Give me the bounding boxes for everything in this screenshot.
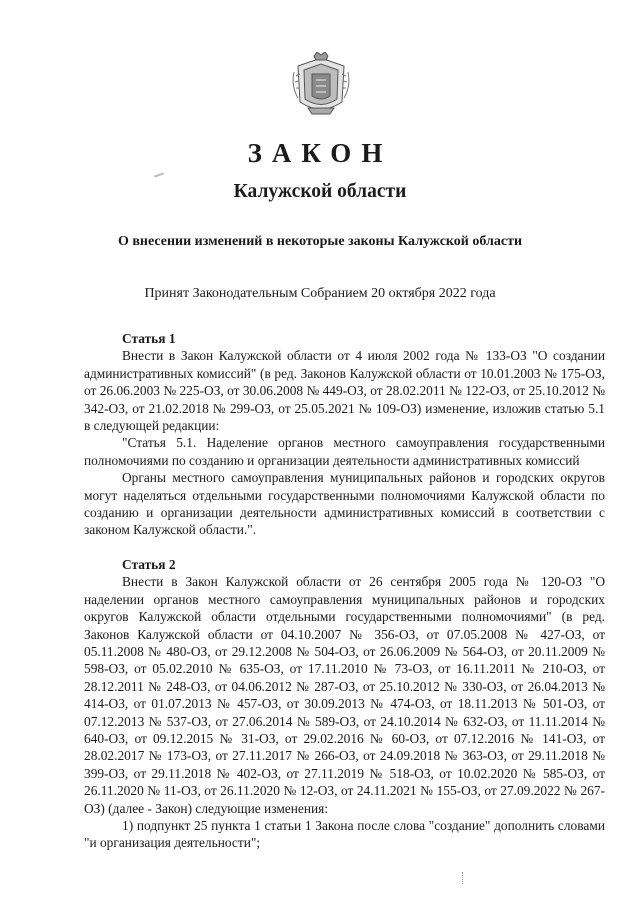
article-2-heading: Статья 2 <box>122 556 176 572</box>
article-1-quote-text: Органы местного самоуправления муниципальных районов и городских округов могут наделяться отдельными государственными полномочиями Калужской области по созданию и организации деятельности административных комиссий в соответствии с законом Калужской области.". <box>84 470 605 538</box>
article-1-quote-title: "Статья 5.1. Наделение органов местного самоуправления государственными полномочиями по созданию и организации деятельности административных комиссий <box>84 435 605 468</box>
document-title: ЗАКОН <box>247 138 393 168</box>
scan-mark <box>462 872 465 884</box>
article-1-heading: Статья 1 <box>122 331 176 346</box>
document-body <box>84 330 605 852</box>
kaluga-coat-of-arms-icon <box>290 52 352 118</box>
scan-speck <box>154 172 164 177</box>
law-heading: О внесении изменений в некоторые законы Калужской области <box>117 234 523 249</box>
adoption-line: Принят Законодательным Собранием 20 октября 2022 года <box>144 286 496 301</box>
article-2-paragraph: Внести в Закон Калужской области от 26 сентября 2005 года № 120-ОЗ "О наделении органов местного самоуправления муниципальных районов и городских округов Калужской области отдельными государственными полномочиями" (в ред. Законов Калужской области от 04.10.2007 № 356-ОЗ, от 07.05.2008 № 427-ОЗ, от 05.11.2008 № 480-ОЗ, от 29.12.2008 № 504-ОЗ, от 26.06.2009 № 564-ОЗ, от 20.11.2009 № 598-ОЗ, от 05.02.2010 № 635-ОЗ, от 17.11.2010 № 73-ОЗ, от 16.11.2011 № 210-ОЗ, от 28.12.2011 № 248-ОЗ, от 04.06.2012 № 287-ОЗ, от 25.10.2012 № 330-ОЗ, от 26.04.2013 № 414-ОЗ, от 01.07.2013 № 457-ОЗ, от 30.09.2013 № 474-ОЗ, от 18.11.2013 № 501-ОЗ, от 07.12.2013 № 537-ОЗ, от 27.06.2014 № 589-ОЗ, от 24.10.2014 № 632-ОЗ, от 11.11.2014 № 640-ОЗ, от 09.12.2015 № 31-ОЗ, от 29.02.2016 № 60-ОЗ, от 07.12.2016 № 141-ОЗ, от 28.02.2017 № 173-ОЗ, от 27.11.2017 № 266-ОЗ, от 24.09.2018 № 363-ОЗ, от 29.11.2018 № 399-ОЗ, от 29.11.2018 № 402-ОЗ, от 27.11.2019 № 518-ОЗ, от 10.02.2020 № 585-ОЗ, от 26.11.2020 № 11-ОЗ, от 26.11.2020 № 12-ОЗ, от 24.11.2021 № 155-ОЗ, от 27.09.2022 № 267-ОЗ) (далее - Закон) следующие изменения: <box>84 574 605 816</box>
article-1-paragraph: Внести в Закон Калужской области от 4 июля 2002 года № 133-ОЗ "О создании административных комиссий" (в ред. Законов Калужской области от 10.01.2003 № 175-ОЗ, от 26.06.2003 № 225-ОЗ, от 30.06.2008 № 449-ОЗ, от 28.02.2011 № 122-ОЗ, от 25.10.2012 № 342-ОЗ, от 21.02.2018 № 299-ОЗ, от 25.05.2021 № 109-ОЗ) изменение, изложив статью 5.1 в следующей редакции: <box>84 348 605 434</box>
region-subtitle: Калужской области <box>233 181 407 202</box>
article-2-item-1: 1) подпункт 25 пункта 1 статьи 1 Закона после слова "создание" дополнить словами "и организация деятельности"; <box>84 817 605 851</box>
